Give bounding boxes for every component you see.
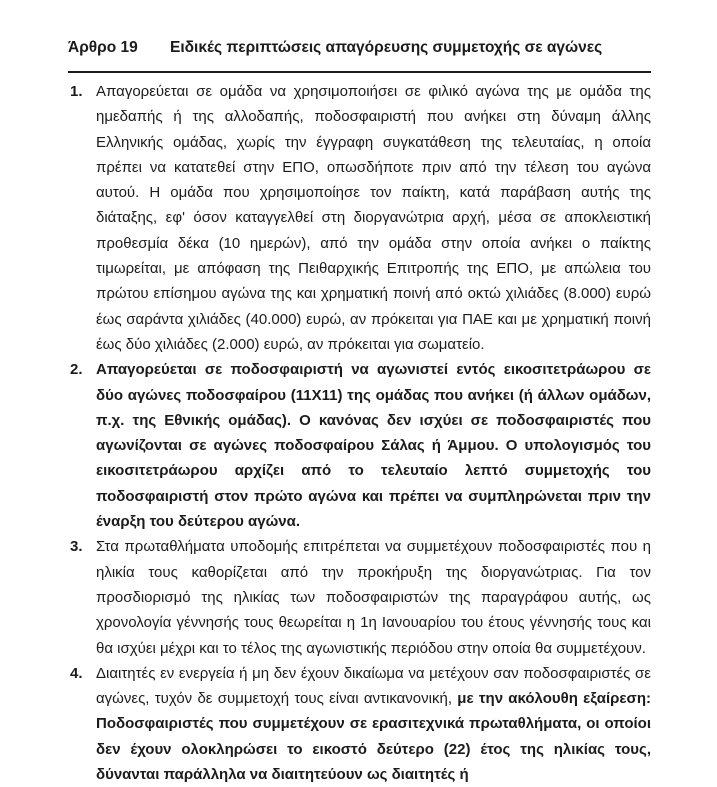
bold-text-run: με την ακόλουθη εξαίρεση: Ποδοσφαιριστές που συμμετέχουν σε ερασιτεχνικά πρωταθλήματα, οι οποίοι δεν έχουν ολοκληρώσει το εικοστό δεύτερο (22) έτος της ηλικίας τους, δύνανται παράλληλα να διαιτητεύουν ως διαιτητές ή bbox=[96, 690, 651, 784]
article-title: Ειδικές περιπτώσεις απαγόρευσης συμμετοχής σε αγώνες bbox=[170, 39, 603, 56]
clause-number: 1. bbox=[70, 83, 83, 100]
clause-number: 2. bbox=[70, 361, 83, 379]
clause-text bbox=[96, 357, 651, 534]
text-run: Στα πρωταθλήματα υποδομής επιτρέπεται να συμμετέχουν ποδοσφαιριστές που η ηλικία τους καθορίζεται από την προκήρυξη της διοργανώτριας. Για τον προσδιορισμό της ηλικίας των ποδοσφαιριστών της παραγράφου αυτής, ως χρονολογία γέννησής τους θεωρείται η 1η Ιανουαρίου του έτους γέννησής τους και θα ισχύει μέχρι και το τέλος της αγωνιστικής περιόδου στην οποία θα συμμετέχουν. bbox=[96, 538, 651, 657]
clause-item-4 bbox=[68, 661, 651, 787]
clause-number: 3. bbox=[70, 538, 83, 556]
clause-text bbox=[96, 79, 651, 357]
clause-list bbox=[68, 79, 651, 787]
clause-text bbox=[96, 661, 651, 787]
clause-item-2 bbox=[68, 357, 651, 534]
text-run: Απαγορεύεται σε ομάδα να χρησιμοποιήσει σε φιλικό αγώνα της με ομάδα της ημεδαπής ή της αλλοδαπής, ποδοσφαιριστή που ανήκει στη δύναμη άλλης Ελληνικής ομάδας, χωρίς την έγγραφη συγκατάθεση της τελευταίας, η οποία πρέπει να κατατεθεί στην ΕΠΟ, οπωσδήποτε πριν από την τέλεση του αγώνα αυτού. Η ομάδα που χρησιμοποίησε τον παίκτη, κατά παράβαση αυτής της διάταξης, εφ' όσον καταγγελθεί στη διοργανώτρια αρχή, μέσα σε αποκλειστική προθεσμία δέκα (10 ημερών), από την ομάδα στην οποία ανήκει ο παίκτης τιμωρείται, με απόφαση της Πειθαρχικής Επιτροπής της ΕΠΟ, με απώλεια του πρώτου επίσημου αγώνα της και χρηματική ποινή από οκτώ χιλιάδες (8.000) ευρώ έως σαράντα χιλιάδες (40.000) ευρώ, αν πρόκειται για ΠΑΕ και με χρηματική ποινή έως δύο χιλιάδες (2.000) ευρώ, αν πρόκειται για σωματείο. bbox=[96, 83, 651, 353]
clause-item-1 bbox=[68, 79, 651, 357]
bold-text-run: Απαγορεύεται σε ποδοσφαιριστή να αγωνιστεί εντός εικοσιτετράωρου σε δύο αγώνες ποδοσφαίρου (11Χ11) της ομάδας που ανήκει (ή άλλων ομάδων, π.χ. της Εθνικής ομάδας). Ο κανόνας δεν ισχύει σε ποδοσφαιριστές που αγωνίζονται σε αγώνες ποδοσφαίρου Σάλας ή Άμμου. Ο υπολογισμός του εικοσιτετράωρου αρχίζει από το τελευταίο λεπτό συμμετοχής του ποδοσφαιριστή στον πρώτο αγώνα και πρέπει να συμπληρώνεται πριν την έναρξη του δεύτερου αγώνα. bbox=[96, 361, 651, 531]
heading-divider-rule bbox=[68, 71, 651, 73]
clause-number: 4. bbox=[70, 664, 83, 682]
clause-text bbox=[96, 534, 651, 660]
article-heading bbox=[68, 39, 651, 57]
text-run: Διαιτητές εν ενεργεία ή μη δεν έχουν δικαίωμα να μετέχουν σαν ποδοσφαιριστές σε αγώνες, τυχόν δε συμμετοχή τους είναι αντικανονική, bbox=[96, 664, 651, 708]
clause-item-3 bbox=[68, 534, 651, 660]
article-number-label: Άρθρο 19 bbox=[68, 39, 138, 56]
